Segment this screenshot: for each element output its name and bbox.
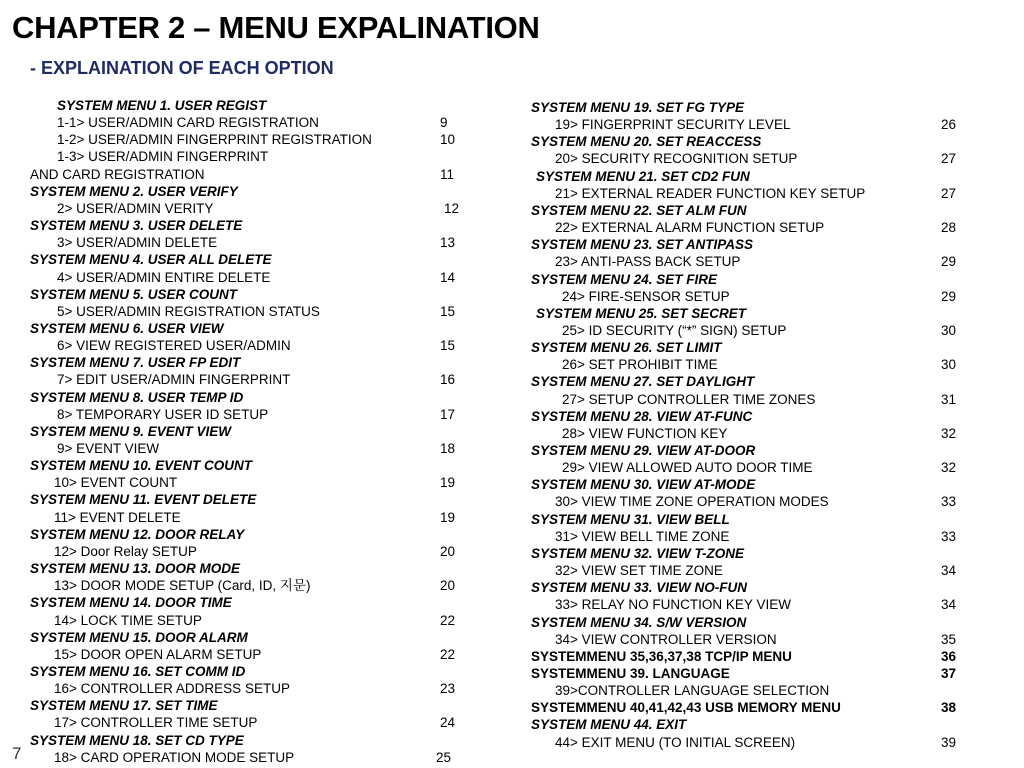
- menu-heading: [536, 168, 750, 185]
- menu-text: 17> CONTROLLER TIME SETUP: [54, 715, 258, 731]
- menu-text: 33> RELAY NO FUNCTION KEY VIEW: [555, 597, 791, 613]
- page-reference: 29: [941, 288, 957, 304]
- menu-heading: [531, 408, 752, 425]
- menu-text: 28> VIEW FUNCTION KEY: [562, 425, 728, 441]
- page-reference: 23: [440, 681, 456, 697]
- menu-item: [54, 543, 456, 560]
- page-reference: 15: [440, 303, 456, 319]
- menu-text: SYSTEM MENU 13. DOOR MODE: [30, 561, 241, 577]
- menu-heading: [30, 354, 240, 371]
- page-reference: 34: [941, 563, 957, 579]
- menu-text: 8> TEMPORARY USER ID SETUP: [57, 406, 269, 422]
- menu-item: [30, 166, 455, 183]
- menu-text: 11> EVENT DELETE: [54, 509, 181, 525]
- page-reference: 20: [440, 543, 456, 559]
- menu-heading: [30, 594, 232, 611]
- menu-text: 1-1> USER/ADMIN CARD REGISTRATION: [57, 115, 319, 131]
- menu-text: 39>CONTROLLER LANGUAGE SELECTION: [555, 683, 830, 699]
- menu-text: 15> DOOR OPEN ALARM SETUP: [54, 646, 262, 662]
- menu-item: [555, 682, 829, 699]
- page-reference: 13: [440, 235, 456, 251]
- menu-text: 13> DOOR MODE SETUP (Card, ID, 지문): [54, 578, 311, 594]
- menu-item: [555, 253, 957, 270]
- menu-heading: [531, 373, 754, 390]
- page-reference: 31: [941, 391, 957, 407]
- page-reference: 22: [440, 646, 456, 662]
- menu-text: SYSTEM MENU 22. SET ALM FUN: [531, 202, 747, 218]
- menu-text: SYSTEM MENU 26. SET LIMIT: [531, 340, 722, 356]
- page-reference: 18: [440, 441, 456, 456]
- page-reference: 30: [941, 322, 957, 338]
- menu-heading: [30, 320, 224, 337]
- menu-heading: [30, 217, 242, 234]
- menu-item: [562, 391, 957, 408]
- menu-heading: [531, 271, 717, 288]
- menu-text: 24> FIRE-SENSOR SETUP: [562, 288, 730, 304]
- menu-text: 29> VIEW ALLOWED AUTO DOOR TIME: [562, 460, 813, 476]
- menu-heading: [30, 286, 237, 303]
- menu-heading: [30, 732, 244, 749]
- menu-text: 26> SET PROHIBIT TIME: [562, 357, 718, 373]
- page-reference: 16: [440, 372, 456, 388]
- menu-text: 3> USER/ADMIN DELETE: [57, 235, 218, 251]
- menu-text: 34> VIEW CONTROLLER VERSION: [555, 631, 777, 647]
- menu-item: [54, 646, 456, 663]
- menu-text: AND CARD REGISTRATION: [30, 166, 205, 182]
- menu-text: SYSTEMMENU 39. LANGUAGE: [531, 665, 730, 681]
- page-reference: 32: [941, 460, 957, 476]
- page-reference: 34: [941, 597, 957, 613]
- menu-text: SYSTEM MENU 12. DOOR RELAY: [30, 526, 245, 542]
- menu-heading: [531, 133, 761, 150]
- menu-text: SYSTEM MENU 7. USER FP EDIT: [30, 355, 241, 371]
- menu-item: [555, 734, 957, 751]
- menu-text: SYSTEMMENU 40,41,42,43 USB MEMORY MENU: [531, 700, 841, 716]
- menu-heading: [531, 476, 755, 493]
- menu-text: SYSTEM MENU 14. DOOR TIME: [30, 595, 232, 611]
- page-reference: 9: [440, 115, 448, 131]
- menu-heading-bold: [531, 699, 957, 716]
- menu-text: 4> USER/ADMIN ENTIRE DELETE: [57, 269, 271, 285]
- menu-heading: [531, 614, 746, 631]
- menu-item: [562, 288, 957, 305]
- menu-text: SYSTEM MENU 5. USER COUNT: [30, 286, 238, 302]
- menu-text: 2> USER/ADMIN VERITY: [57, 200, 214, 216]
- page-reference: 27: [941, 151, 957, 167]
- menu-heading: [30, 560, 240, 577]
- menu-heading-bold: [531, 665, 957, 682]
- page-reference: 22: [440, 612, 456, 628]
- menu-text: SYSTEM MENU 10. EVENT COUNT: [30, 458, 253, 474]
- menu-text: 1-2> USER/ADMIN FINGERPRINT REGISTRATION: [57, 132, 372, 148]
- menu-text: 9> EVENT VIEW: [57, 441, 160, 456]
- menu-item: [57, 234, 456, 251]
- menu-heading: [531, 545, 744, 562]
- page-reference: 19: [440, 475, 456, 491]
- menu-text: 7> EDIT USER/ADMIN FINGERPRINT: [57, 372, 291, 388]
- menu-item: [54, 714, 456, 731]
- menu-text: SYSTEM MENU 17. SET TIME: [30, 698, 218, 714]
- page-reference: 15: [440, 338, 456, 354]
- page-reference: 33: [941, 528, 957, 544]
- page-reference: 27: [941, 185, 957, 201]
- menu-item: [562, 459, 957, 476]
- menu-text: SYSTEM MENU 24. SET FIRE: [531, 271, 718, 287]
- menu-item: [562, 425, 957, 442]
- page-number: 7: [12, 744, 22, 763]
- menu-item: [54, 509, 456, 526]
- menu-item: [57, 114, 448, 131]
- page-reference: 33: [941, 494, 957, 510]
- page-reference: 19: [440, 509, 456, 525]
- menu-text: 30> VIEW TIME ZONE OPERATION MODES: [555, 494, 829, 510]
- menu-item: [57, 337, 456, 354]
- page-reference: 11: [440, 166, 455, 182]
- page-reference: 20: [440, 578, 456, 594]
- menu-text: 14> LOCK TIME SETUP: [54, 612, 202, 628]
- page-reference: 14: [440, 269, 456, 285]
- menu-heading: [30, 423, 231, 440]
- menu-text: SYSTEM MENU 30. VIEW AT-MODE: [531, 477, 756, 493]
- menu-text: 19> FINGERPRINT SECURITY LEVEL: [555, 117, 791, 133]
- menu-text: 23> ANTI-PASS BACK SETUP: [555, 254, 741, 270]
- menu-item: [555, 493, 957, 510]
- menu-text: 12> Door Relay SETUP: [54, 543, 197, 559]
- chapter-title: CHAPTER 2 – MENU EXPALINATION: [12, 10, 540, 45]
- menu-text: SYSTEM MENU 15. DOOR ALARM: [30, 629, 248, 645]
- menu-text: 44> EXIT MENU (TO INITIAL SCREEN): [555, 734, 796, 750]
- menu-item: [555, 185, 957, 202]
- menu-item: [57, 269, 456, 286]
- page-reference: 12: [444, 200, 460, 216]
- menu-heading-bold: [531, 648, 957, 665]
- menu-item: [57, 371, 456, 388]
- menu-heading: [30, 697, 218, 714]
- menu-heading: [531, 339, 722, 356]
- page-reference: 30: [941, 357, 957, 373]
- menu-heading: [30, 663, 245, 680]
- menu-item: [54, 577, 456, 594]
- menu-text: SYSTEM MENU 9. EVENT VIEW: [30, 423, 232, 439]
- menu-heading: [531, 511, 730, 528]
- menu-item: [555, 528, 957, 545]
- menu-text: SYSTEM MENU 11. EVENT DELETE: [30, 492, 257, 508]
- menu-heading: [531, 99, 744, 116]
- menu-item: [54, 749, 452, 766]
- menu-item: [555, 116, 957, 133]
- menu-text: SYSTEM MENU 4. USER ALL DELETE: [30, 252, 272, 268]
- menu-text: 16> CONTROLLER ADDRESS SETUP: [54, 681, 290, 697]
- page-reference: 24: [440, 715, 456, 731]
- menu-heading: [531, 716, 686, 733]
- menu-heading: [30, 629, 248, 646]
- menu-heading: [30, 183, 238, 200]
- menu-item: [555, 219, 957, 236]
- menu-item: [555, 562, 957, 579]
- page-reference: 32: [941, 425, 957, 441]
- menu-item: [57, 406, 456, 423]
- page-reference: 37: [941, 665, 957, 681]
- menu-item: [57, 148, 268, 165]
- menu-text: SYSTEM MENU 18. SET CD TYPE: [30, 732, 244, 748]
- menu-text: SYSTEM MENU 32. VIEW T-ZONE: [531, 545, 745, 561]
- page-reference: 29: [941, 254, 957, 270]
- menu-heading: [531, 579, 747, 596]
- menu-text: 5> USER/ADMIN REGISTRATION STATUS: [57, 303, 320, 319]
- menu-heading: [30, 457, 252, 474]
- menu-text: SYSTEM MENU 20. SET REACCESS: [531, 134, 762, 150]
- page-reference: 10: [440, 132, 456, 148]
- menu-heading: [30, 389, 243, 406]
- menu-item: [57, 131, 456, 148]
- menu-item: [57, 200, 460, 217]
- menu-text: 18> CARD OPERATION MODE SETUP: [54, 749, 295, 765]
- menu-text: SYSTEM MENU 28. VIEW AT-FUNC: [531, 408, 753, 424]
- menu-heading: [531, 442, 755, 459]
- menu-text: 1-3> USER/ADMIN FINGERPRINT: [57, 149, 269, 165]
- menu-text: SYSTEM MENU 31. VIEW BELL: [531, 511, 730, 527]
- page-reference: 28: [941, 220, 957, 236]
- menu-item: [54, 612, 456, 629]
- menu-text: SYSTEM MENU 23. SET ANTIPASS: [531, 237, 754, 253]
- menu-item: [54, 680, 456, 697]
- menu-text: SYSTEM MENU 44. EXIT: [531, 717, 687, 733]
- menu-text: 27> SETUP CONTROLLER TIME ZONES: [562, 391, 816, 407]
- menu-text: 32> VIEW SET TIME ZONE: [555, 563, 723, 579]
- menu-text: SYSTEM MENU 2. USER VERIFY: [30, 183, 238, 199]
- menu-text: SYSTEM MENU 33. VIEW NO-FUN: [531, 580, 748, 596]
- menu-heading: [57, 97, 266, 114]
- menu-text: 6> VIEW REGISTERED USER/ADMIN: [57, 338, 291, 354]
- section-subtitle: - EXPLAINATION OF EACH OPTION: [30, 58, 334, 78]
- menu-item: [555, 150, 957, 167]
- menu-text: 31> VIEW BELL TIME ZONE: [555, 528, 730, 544]
- page-reference: 25: [436, 749, 452, 765]
- menu-heading: [536, 305, 746, 322]
- menu-item: [562, 322, 957, 339]
- page-reference: 17: [440, 406, 456, 422]
- menu-text: SYSTEMMENU 35,36,37,38 TCP/IP MENU: [531, 648, 792, 664]
- menu-text: 21> EXTERNAL READER FUNCTION KEY SETUP: [555, 185, 866, 201]
- menu-heading: [531, 236, 753, 253]
- menu-item: [562, 356, 957, 373]
- menu-item: [54, 474, 456, 491]
- menu-text: 22> EXTERNAL ALARM FUNCTION SETUP: [555, 220, 825, 236]
- menu-item: [555, 596, 957, 613]
- page-reference: 35: [941, 631, 957, 647]
- menu-item: [57, 440, 456, 457]
- page-reference: 36: [941, 648, 957, 664]
- menu-text: 25> ID SECURITY (“*” SIGN) SETUP: [562, 322, 787, 338]
- menu-heading: [30, 526, 244, 543]
- menu-text: 20> SECURITY RECOGNITION SETUP: [555, 151, 798, 167]
- menu-text: SYSTEM MENU 1. USER REGIST: [57, 98, 267, 113]
- menu-item: [555, 631, 957, 648]
- menu-text: SYSTEM MENU 34. S/W VERSION: [531, 614, 747, 630]
- menu-text: 10> EVENT COUNT: [54, 475, 178, 491]
- menu-heading: [30, 251, 272, 268]
- menu-text: SYSTEM MENU 8. USER TEMP ID: [30, 389, 244, 405]
- menu-text: SYSTEM MENU 29. VIEW AT-DOOR: [531, 443, 756, 458]
- page-reference: 39: [941, 734, 957, 750]
- menu-text: SYSTEM MENU 6. USER VIEW: [30, 320, 224, 336]
- page-reference: 26: [941, 117, 957, 133]
- menu-heading: [531, 202, 747, 219]
- menu-text: SYSTEM MENU 21. SET CD2 FUN: [536, 168, 750, 184]
- menu-text: SYSTEM MENU 16. SET COMM ID: [30, 663, 246, 679]
- page-reference: 38: [941, 700, 957, 716]
- menu-text: SYSTEM MENU 27. SET DAYLIGHT: [531, 374, 755, 390]
- menu-text: SYSTEM MENU 19. SET FG TYPE: [531, 100, 745, 115]
- menu-item: [57, 303, 456, 320]
- menu-heading: [30, 491, 256, 508]
- menu-text: SYSTEM MENU 25. SET SECRET: [536, 305, 747, 321]
- menu-text: SYSTEM MENU 3. USER DELETE: [30, 218, 243, 234]
